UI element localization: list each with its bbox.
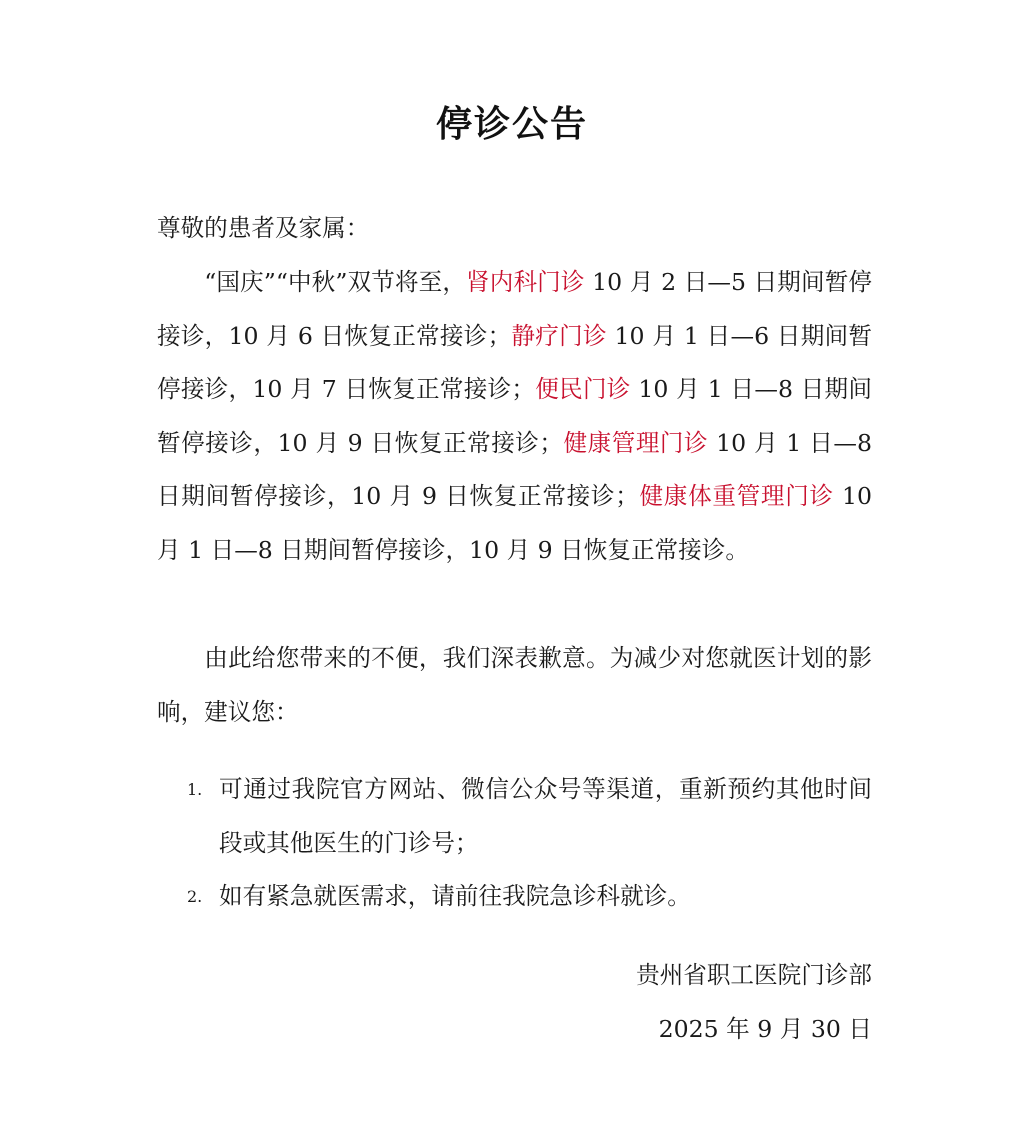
suggestion-list (157, 763, 872, 924)
clinic-name-nephrology: 肾内科门诊 (466, 268, 585, 296)
list-item-number: 2. (187, 887, 203, 907)
notice-title: 停诊公告 (435, 104, 588, 145)
apology-paragraph: 由此给您带来的不便，我们深表歉意。为减少对您就医计划的影响，建议您： (157, 644, 872, 726)
clinic-name-health-management: 健康管理门诊 (563, 428, 709, 457)
clinic-name-infusion: 静疗门诊 (511, 321, 607, 350)
para1-seg: 10 月 1 日—6 日期间暂停接诊，10 月 7 日恢复正常接诊； (157, 321, 872, 404)
para1-seg: 10 月 2 日—5 日期间暂停接诊，10 月 6 日恢复正常接诊； (157, 268, 872, 350)
para1-seg: 10 月 1 日—8 日期间暂停接诊，10 月 9 日恢复正常接诊； (157, 375, 872, 457)
signature-date: 2025 年 9 月 30 日 (658, 1015, 872, 1043)
salutation: 尊敬的患者及家属： (157, 214, 370, 242)
list-item (157, 870, 872, 924)
clinic-name-convenience: 便民门诊 (535, 375, 631, 404)
para1-seg: 10 月 1 日—8 日期间暂停接诊，10 月 9 日恢复正常接诊； (157, 428, 873, 511)
closure-details-paragraph (157, 256, 872, 578)
list-item-text: 如有紧急就医需求，请前往我院急诊科就诊。 (219, 882, 691, 911)
para1-seg: “国庆”“中秋”双节将至， (204, 268, 467, 296)
signature-organization: 贵州省职工医院门诊部 (636, 961, 872, 989)
clinic-name-weight-management: 健康体重管理门诊 (638, 482, 834, 511)
list-item-text: 可通过我院官方网站、微信公众号等渠道，重新预约其他时间段或其他医生的门诊号； (219, 775, 872, 857)
list-item (157, 763, 872, 870)
list-item-number: 1. (187, 780, 203, 799)
para1-seg: 10 月 1 日—8 日期间暂停接诊，10 月 9 日恢复正常接诊。 (157, 482, 873, 564)
